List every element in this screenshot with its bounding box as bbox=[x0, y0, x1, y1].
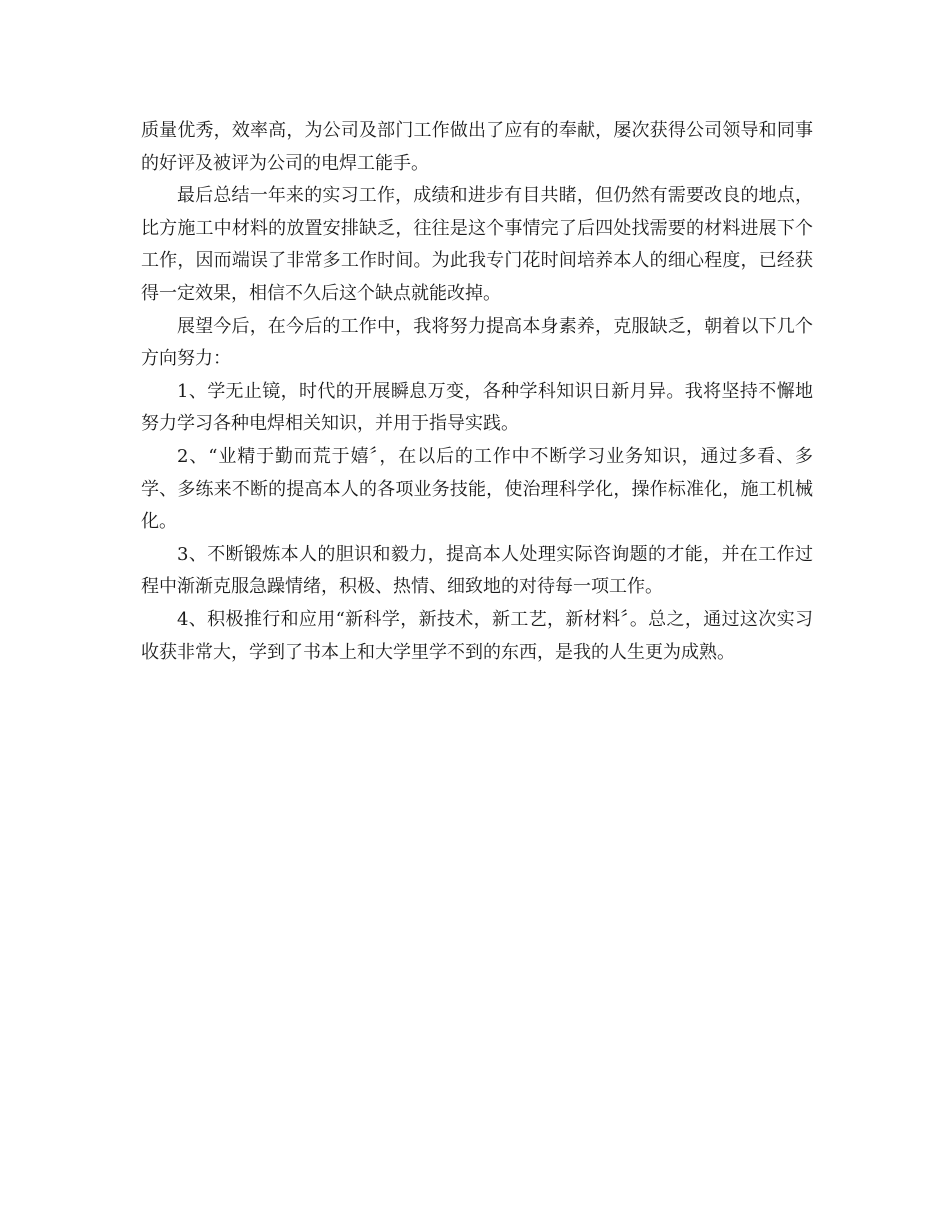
paragraph-1: 质量优秀，效率高，为公司及部门工作做出了应有的奉献，屡次获得公司领导和同事的好评及被评为公司的电焊工能手。 bbox=[141, 120, 813, 174]
paragraph-5: 2、“业精于勤而荒于嬉〞，在以后的工作中不断学习业务知识，通过多看、多学、多练来不断的提高本人的各项业务技能，使治理科学化，操作标准化，施工机械化。 bbox=[141, 445, 813, 533]
paragraph-7: 4、积极推行和应用“新科学，新技术，新工艺，新材料〞。总之，通过这次实习收获非常大，学到了书本上和大学里学不到的东西，是我的人生更为成熟。 bbox=[141, 608, 813, 663]
paragraph-3: 展望今后，在今后的工作中，我将努力提高本身素养，克服缺乏，朝着以下几个方向努力： bbox=[141, 315, 813, 370]
paragraph-4: 1、学无止镜，时代的开展瞬息万变，各种学科知识日新月异。我将坚持不懈地努力学习各种电焊相关知识，并用于指导实践。 bbox=[141, 380, 813, 435]
paragraph-6: 3、不断锻炼本人的胆识和毅力，提高本人处理实际咨询题的才能，并在工作过程中渐渐克服急躁情绪，积极、热情、细致地的对待每一项工作。 bbox=[141, 543, 813, 598]
document-body bbox=[141, 115, 813, 669]
paragraph-2: 最后总结一年来的实习工作，成绩和进步有目共睹，但仍然有需要改良的地点，比方施工中材料的放置安排缺乏，往往是这个事情完了后四处找需要的材料进展下个工作，因而端误了非常多工作时间。为此我专门花时间培养本人的细心程度，已经获得一定效果，相信不久后这个缺点就能改掉。 bbox=[141, 185, 813, 304]
